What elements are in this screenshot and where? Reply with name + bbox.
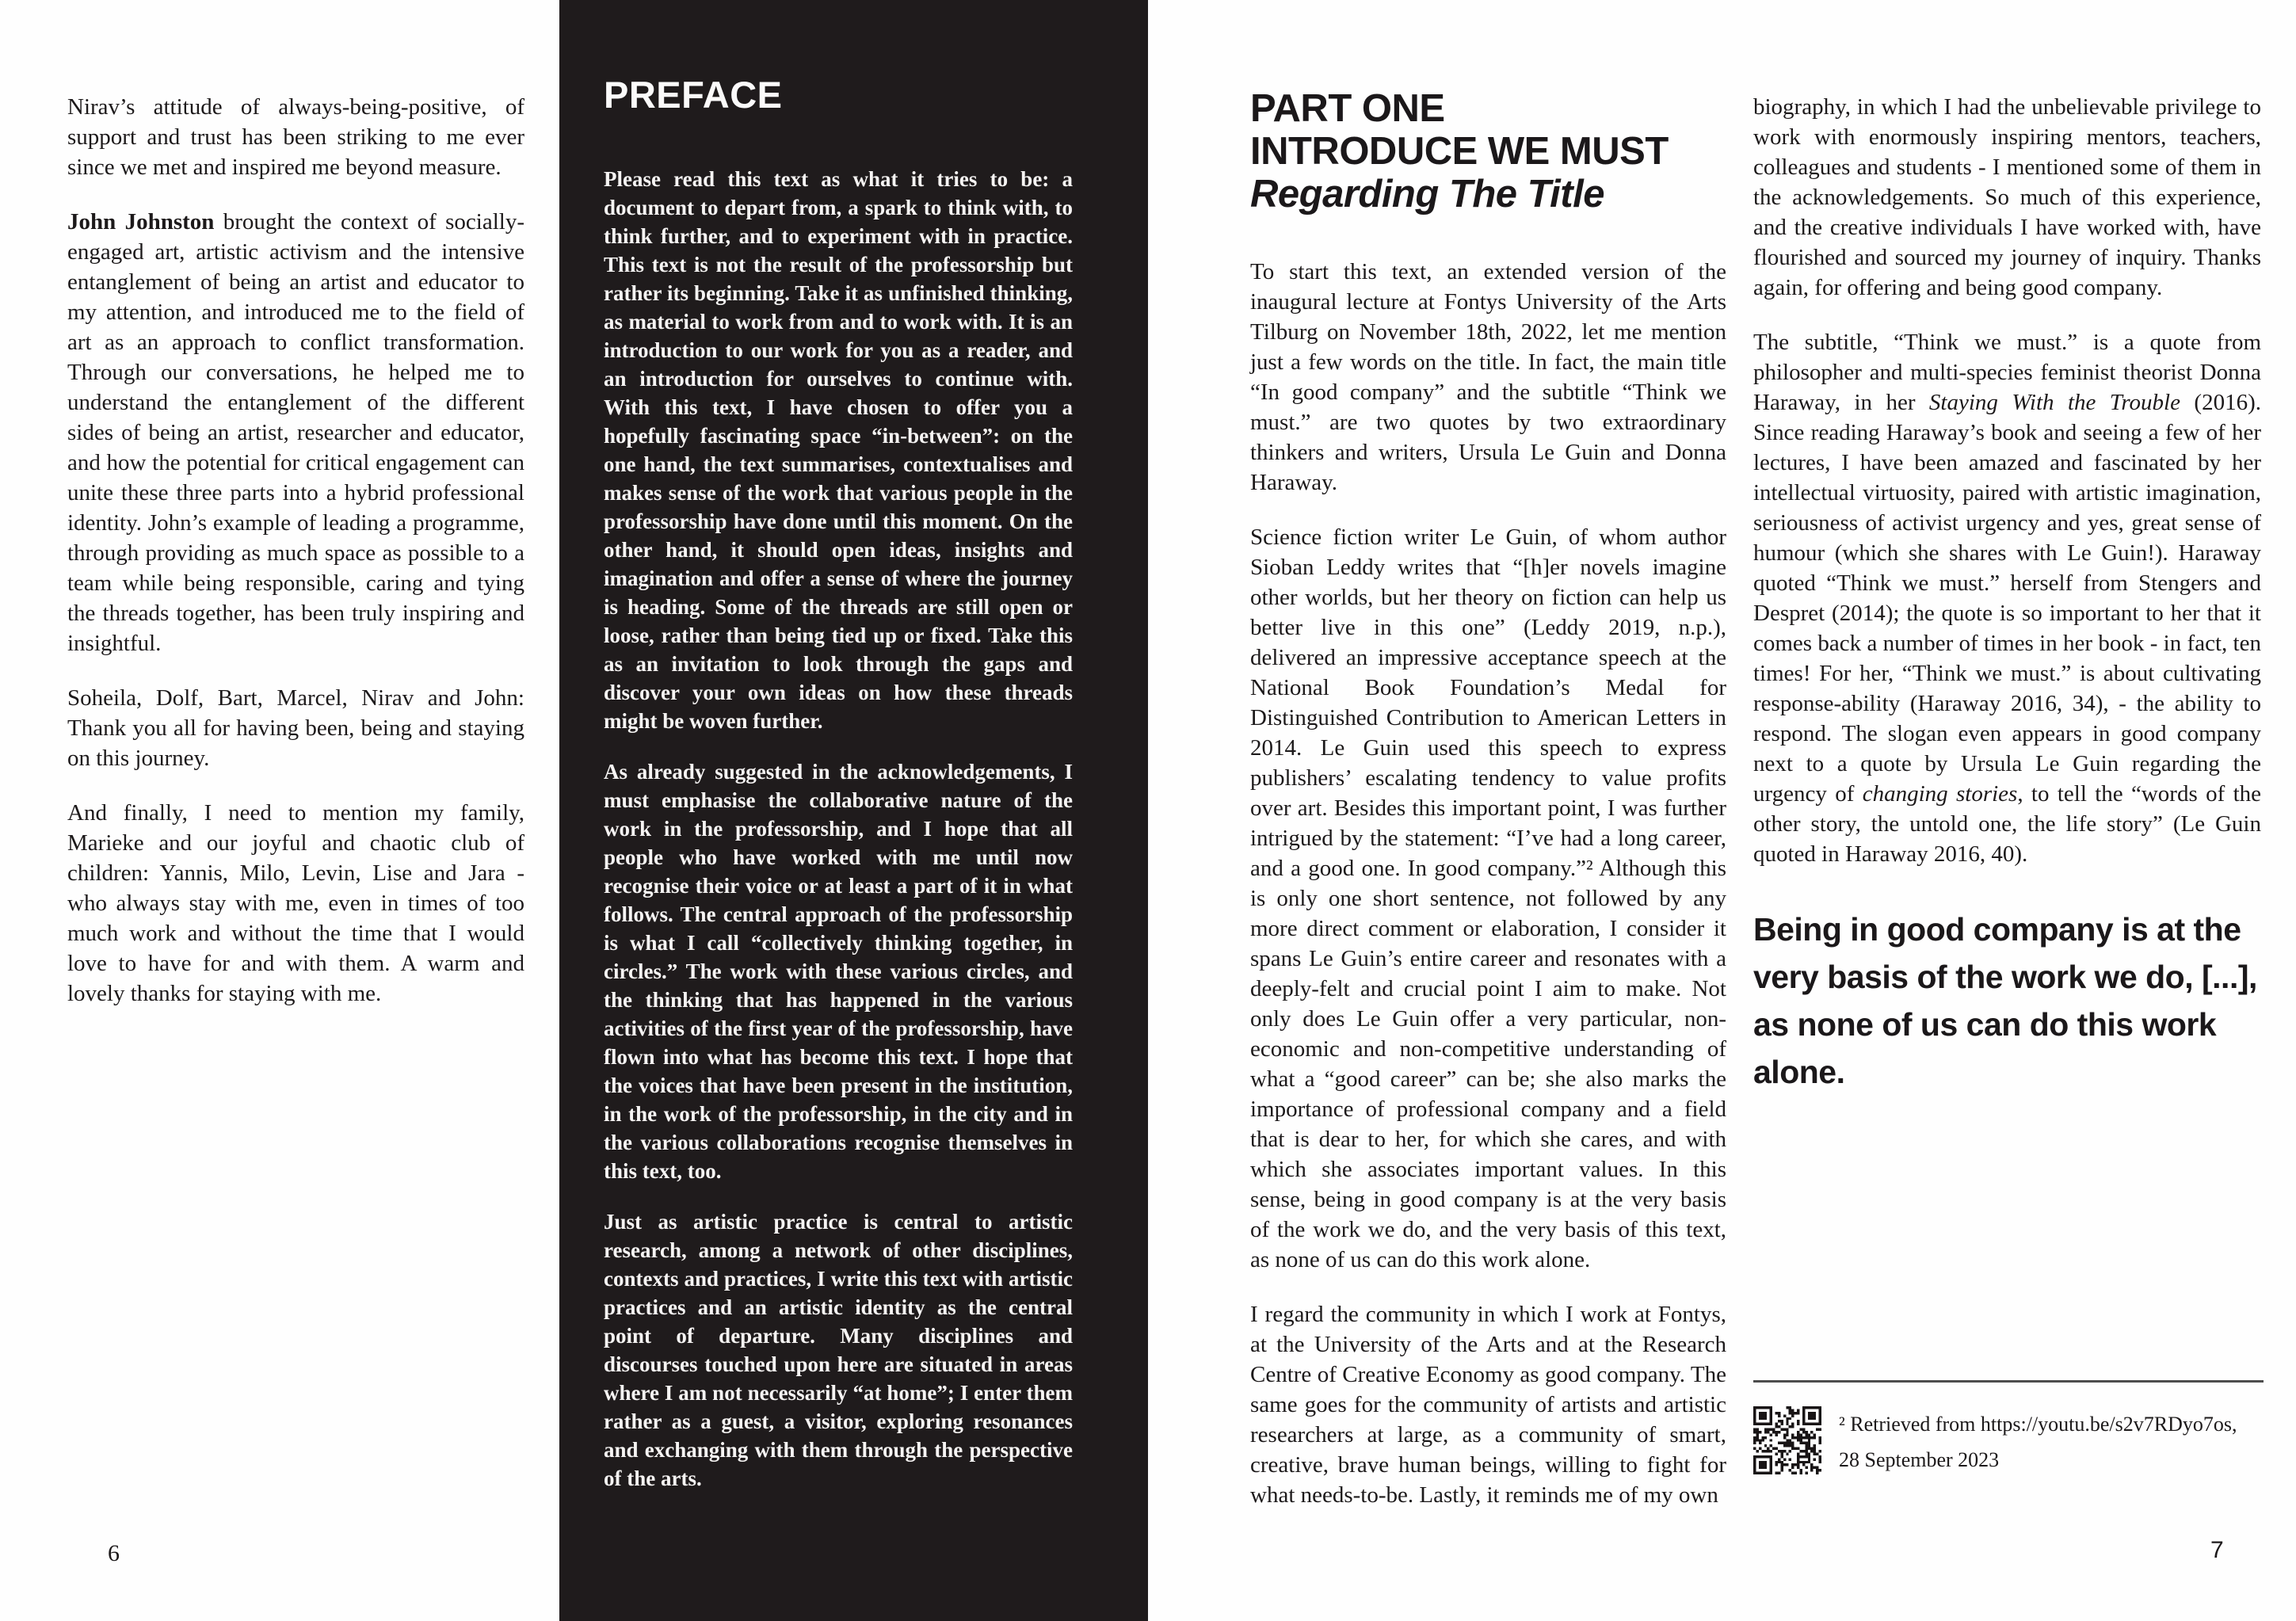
chapter-heading <box>1250 87 1669 215</box>
acknowledgements-paragraph-3: Soheila, Dolf, Bart, Marcel, Nirav and John: Thank you all for having been, being and staying on this journey. <box>67 685 524 771</box>
chapter-heading-line1: PART ONE <box>1250 87 1445 130</box>
chapter-paragraph-5-text: The subtitle, “Think we must.” is a quote from philosopher and multi-species feminist theorist Donna Haraway, in her <box>1753 330 2261 415</box>
qr-code-icon <box>1753 1406 1821 1474</box>
footnote-divider <box>1753 1380 2264 1383</box>
footnote-text: ² Retrieved from https://youtu.be/s2v7RDyo7os, 28 September 2023 <box>1839 1413 2237 1471</box>
acknowledgements-paragraph-2-text: brought the context of socially-engaged art, artistic activism and the intensive entanglement of being an artist and educator to my attention, and introduced me to the field of art as an approach to conflict transformation. Through our conversations, he helped me to understand the entanglement of the different sides of being an artist, researcher and educator, and how the potential for critical engagement can unite these three parts into a hybrid professional identity. John’s example of leading a programme, through providing as much space as possible to a team while being responsible, caring and tying the threads together, has been truly inspiring and insightful. <box>67 209 524 656</box>
preface-paragraph-1: Please read this text as what it tries to be: a document to depart from, a spark to think with, to think further, and to experiment with in practice. This text is not the result of the professorship but rather its beginning. Take it as unfinished thinking, as material to work from and to work with. It is an introduction to our work for you as a reader, and an introduction for ourselves to continue with. With this text, I have chosen to offer you a hopefully fascinating space “in-between”: on the one hand, the text summarises, contextualises and makes sense of the work that various people in the professorship have done until this moment. On the other hand, it should open ideas, insights and imagination and offer a sense of where the journey is heading. Some of the threads are still open or loose, rather than being tied up or fixed. Take this as an invitation to look through the gaps and discover your own ideas on how these threads might be woven further. <box>604 167 1073 733</box>
chapter-paragraph-3: I regard the community in which I work at Fontys, at the University of the Arts and at the Research Centre of Creative Economy as good company. The same goes for the community of artists and artistic researchers at large, as a community of smart, creative, brave human beings, willing to fight for what needs-to-be. Lastly, it reminds me of my own <box>1250 1302 1726 1508</box>
person-name-bold: John Johnston <box>67 209 215 235</box>
emphasis-italic: changing stories <box>1862 781 2018 807</box>
chapter-column-1 <box>1250 257 1726 1535</box>
preface-panel <box>559 0 1148 1621</box>
page-number-left: 6 <box>108 1540 120 1566</box>
chapter-paragraph-5-text: (2016). Since reading Haraway’s book and seeing a few of her lectures, I have been amazed and fascinated by her intellectual virtuosity, paired with artistic imagination, seriousness of activist urgency and yes, great sense of humour (which she shares with Le Guin!). Haraway quoted “Think we must.” herself from Stengers and Despret (2014); the quote is so important to her that it comes back a number of times in her book - in fact, ten times! For her, “Think we must.” is about cultivating response-ability (Haraway 2016, 34), - the ability to respond. The slogan even appears in good company next to a quote by Ursula Le Guin regarding the urgency of <box>1753 390 2261 807</box>
book-title-italic: Staying With the Trouble <box>1928 390 2180 415</box>
acknowledgements-paragraph-1: Nirav’s attitude of always-being-positive, of support and trust has been striking to me ever since we met and inspired me beyond measure. <box>67 94 524 180</box>
preface-paragraph-3: Just as artistic practice is central to artistic research, among a network of other disciplines, contexts and practices, I write this text with artistic practices and an artistic identity as the central point of departure. Many disciplines and discourses touched upon here are situated in areas where I am not necessarily “at home”; I enter them rather as a guest, a visitor, exploring resonances and exchanging with them through the perspective of the arts. <box>604 1210 1073 1490</box>
acknowledgements-column <box>67 92 524 1033</box>
preface-paragraph-2: As already suggested in the acknowledgements, I must emphasise the collaborative nature of the work in the professorship, and I hope that all people who have worked with me until now recognise their voice or at least a part of it in what follows. The central approach of the professorship is what I call “collectively thinking together, in circles.” The work with these various circles, and the thinking that has happened in the various activities of the first year of the professorship, have flown into what has become this text. I hope that the voices that have been present in the institution, in the work of the professorship, in the city and in the various collaborations recognise themselves in this text, too. <box>604 760 1073 1183</box>
footnote-block <box>1753 1380 2264 1478</box>
preface-body <box>604 165 1073 1515</box>
chapter-paragraph-4: biography, in which I had the unbelievable privilege to work with enormously inspiring mentors, teachers, colleagues and students - I mentioned some of them in the acknowledgements. So much of this experience, and the creative individuals I have worked with, have flourished and sourced my journey of inquiry. Thanks again, for offering and being good company. <box>1753 94 2261 300</box>
pull-quote: Being in good company is at the very basis of the work we do, [...], as none of us can do this work alone. <box>1753 911 2257 1090</box>
chapter-paragraph-5 <box>1753 327 2261 869</box>
chapter-subtitle: Regarding The Title <box>1250 173 1604 215</box>
chapter-heading-line2: INTRODUCE WE MUST <box>1250 130 1669 173</box>
acknowledgements-paragraph-4: And finally, I need to mention my family, Marieke and our joyful and chaotic club of children: Yannis, Milo, Levin, Lise and Jara - who always stay with me, even in times of too much work and without the time that I would love to have for and with them. A warm and lovely thanks for staying with me. <box>67 800 524 1006</box>
chapter-paragraph-1: To start this text, an extended version of the inaugural lecture at Fontys University of the Arts Tilburg on November 18th, 2022, let me mention just a few words on the title. In fact, the main title “In good company” and the subtitle “Think we must.” are two quotes by two extraordinary thinkers and writers, Ursula Le Guin and Donna Haraway. <box>1250 259 1726 495</box>
chapter-paragraph-2: Science fiction writer Le Guin, of whom author Sioban Leddy writes that “[h]er novels imagine other worlds, but her theory on fiction can help us better live in this one” (Leddy 2019, n.p.), delivered an impressive acceptance speech at the National Book Foundation’s Medal for Distinguished Contribution to American Letters in 2014. Le Guin used this speech to express publishers’ escalating tendency to value profits over art. Besides this important point, I was further intrigued by the statement: “I’ve had a long career, and a good one. In good company.”² Although this is only one short sentence, not followed by any more direct comment or elaboration, I consider it spans Le Guin’s entire career and resonates with a deeply-felt and crucial point I aim to make. Not only does Le Guin offer a very particular, non-economic and non-competitive understanding of what a “good career” can be; she also marks the importance of professional company and a field that is dear to her, for which she cares, and with which she associates important values. In this sense, being in good company is at the very basis of the work we do, and the very basis of this text, as none of us can do this work alone. <box>1250 524 1726 1272</box>
chapter-paragraph-5-text: , to tell the “words of the other story, the untold one, the life story” (Le Guin quoted in Haraway 2016, 40). <box>1753 781 2261 867</box>
preface-title: PREFACE <box>604 74 783 116</box>
chapter-column-2 <box>1753 92 2261 1096</box>
acknowledgements-paragraph-2 <box>67 207 524 658</box>
page-number-right: 7 <box>2210 1537 2224 1563</box>
